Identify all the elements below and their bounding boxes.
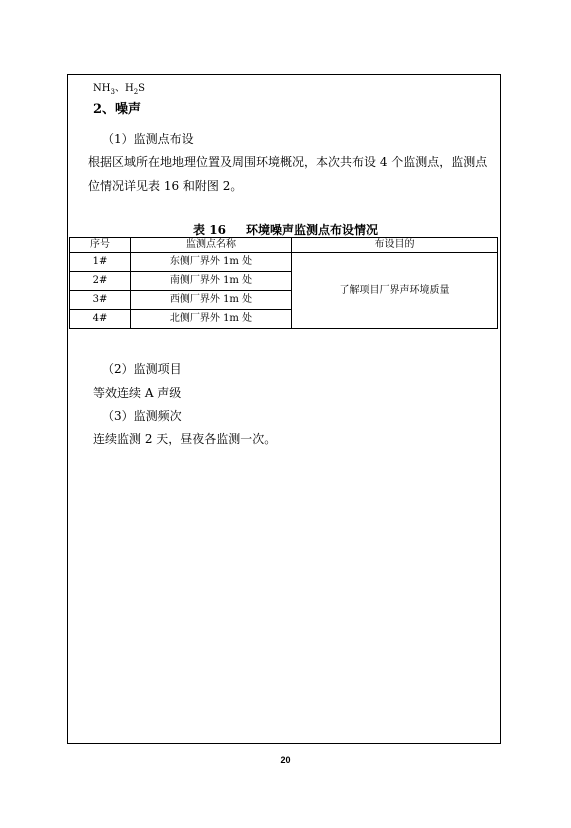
header-point-name: 监测点名称 (131, 238, 292, 253)
paragraph-line-1: 根据区域所在地地理位置及周围环境概况，本次共布设 4 个监测点，监测点 (88, 155, 488, 169)
table-caption: 环境噪声监测点布设情况 (245, 223, 378, 237)
chemical-list: $NH_3$、$H_2S$ (93, 83, 146, 96)
subheading-monitoring-frequency: （3）监测频次 (102, 409, 182, 423)
monitoring-frequency-text: 连续监测 2 天，昼夜各监测一次。 (93, 432, 277, 446)
monitoring-points-table (69, 237, 498, 329)
table-header-row (70, 238, 498, 253)
section-heading: 2、噪声 (93, 102, 142, 117)
cell-point-name: 北侧厂界外 1m 处 (131, 310, 292, 329)
header-purpose: 布设目的 (292, 238, 498, 253)
paragraph-line-2: 位情况详见表 16 和附图 2。 (88, 179, 243, 193)
cell-no: 3# (70, 291, 131, 310)
cell-point-name: 西侧厂界外 1m 处 (131, 291, 292, 310)
cell-point-name: 东侧厂界外 1m 处 (131, 253, 292, 272)
table-row (70, 253, 498, 272)
subheading-monitoring-points: （1）监测点布设 (102, 132, 194, 146)
header-no: 序号 (70, 238, 131, 253)
cell-point-name: 南侧厂界外 1m 处 (131, 272, 292, 291)
subheading-monitoring-item: （2）监测项目 (102, 362, 182, 376)
table-number: 表 16 (193, 223, 226, 237)
cell-no: 2# (70, 272, 131, 291)
cell-no: 4# (70, 310, 131, 329)
table-title (0, 223, 571, 237)
monitoring-item-text: 等效连续 A 声级 (93, 386, 182, 400)
cell-no: 1# (70, 253, 131, 272)
cell-purpose: 了解项目厂界声环境质量 (292, 253, 498, 329)
page-number: 20 (280, 755, 291, 765)
